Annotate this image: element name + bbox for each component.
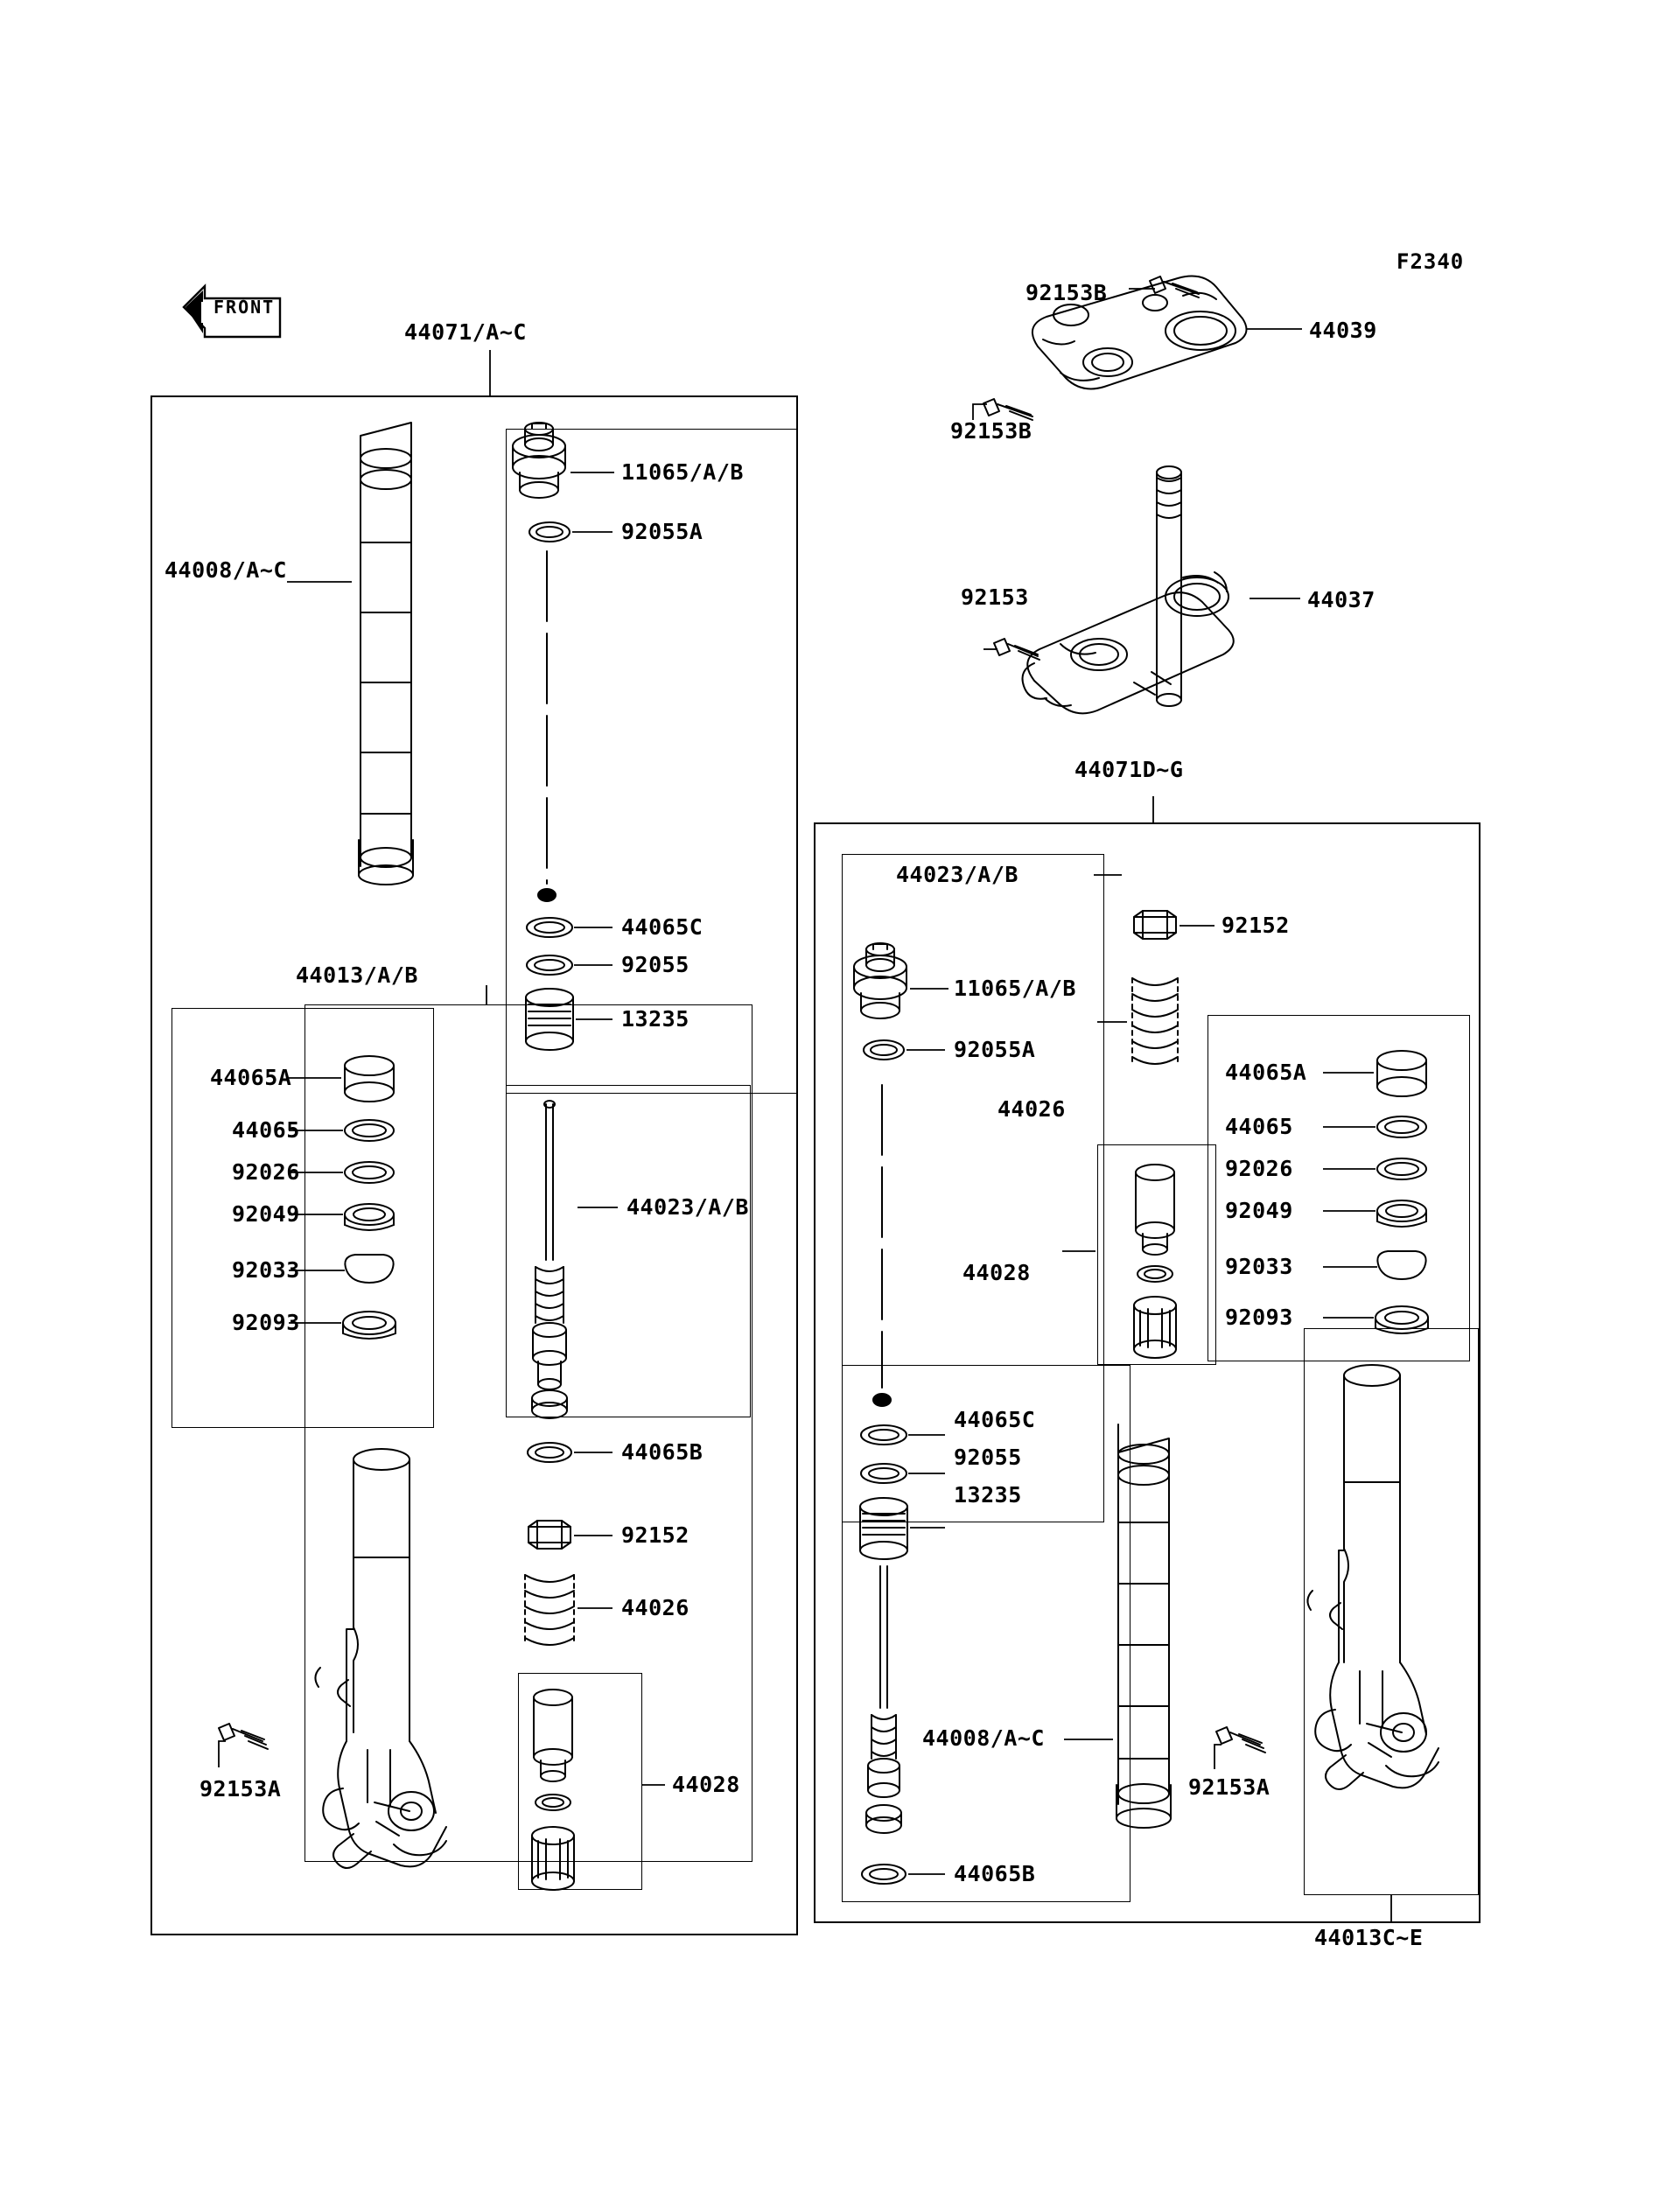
front-label: FRONT — [214, 297, 276, 318]
label-44026-spring-right: 44026 — [998, 1096, 1066, 1122]
label-44039-upper-clamp: 44039 — [1309, 318, 1377, 343]
label-92153A-left: 92153A — [200, 1776, 282, 1802]
label-44023-damper-left: 44023/A/B — [626, 1194, 749, 1220]
label-92152-left: 92152 — [621, 1522, 690, 1548]
label-92153B-upper: 92153B — [1026, 280, 1108, 305]
subgroup-box-left-damper-rod — [506, 1085, 751, 1417]
subgroup-box-left-piston — [518, 1673, 642, 1890]
front-direction-marker — [182, 276, 287, 344]
label-44065B-left: 44065B — [621, 1439, 704, 1465]
label-92049-left: 92049 — [232, 1201, 300, 1227]
label-92153: 92153 — [961, 584, 1029, 610]
label-44071-group-right: 44071D~G — [1074, 757, 1184, 782]
label-44028-piston-left: 44028 — [672, 1772, 740, 1797]
label-92026-right: 92026 — [1225, 1156, 1293, 1181]
label-92026-left: 92026 — [232, 1159, 300, 1185]
label-44065C-left: 44065C — [621, 914, 704, 940]
label-92033-left: 92033 — [232, 1257, 300, 1283]
label-92153A-right: 92153A — [1188, 1774, 1270, 1800]
label-44008-outer-tube-right: 44008/A~C — [922, 1725, 1045, 1751]
label-44037-lower-clamp: 44037 — [1307, 587, 1376, 612]
label-44028-piston-right: 44028 — [962, 1260, 1031, 1285]
label-13235-left: 13235 — [621, 1006, 690, 1032]
label-92152-right: 92152 — [1222, 913, 1290, 938]
label-44008-outer-tube-left: 44008/A~C — [164, 557, 287, 583]
figure-id: F2340 — [1396, 249, 1465, 274]
subgroup-box-right-piston — [1097, 1144, 1216, 1365]
label-92049-right: 92049 — [1225, 1198, 1293, 1223]
label-92093-right: 92093 — [1225, 1305, 1293, 1330]
label-92093-left: 92093 — [232, 1310, 300, 1335]
label-44065-right: 44065 — [1225, 1114, 1293, 1139]
label-92055A-oring-right: 92055A — [954, 1037, 1036, 1062]
label-92055-left: 92055 — [621, 952, 690, 977]
subgroup-box-right-lower-leg — [1304, 1328, 1479, 1895]
label-44065A-right: 44065A — [1225, 1060, 1307, 1085]
label-44013CE-right: 44013C~E — [1314, 1925, 1424, 1950]
label-44071-group-left: 44071/A~C — [404, 319, 527, 345]
label-44065A-left: 44065A — [210, 1065, 292, 1090]
label-13235-right: 13235 — [954, 1482, 1022, 1508]
label-44023-damper-right: 44023/A/B — [896, 862, 1018, 887]
label-44065-left: 44065 — [232, 1117, 300, 1143]
label-11065-cap-left: 11065/A/B — [621, 459, 744, 485]
label-44065B-right: 44065B — [954, 1861, 1036, 1886]
label-44065C-right: 44065C — [954, 1407, 1036, 1432]
label-44026-spring-left: 44026 — [621, 1595, 690, 1620]
label-92153B-lower: 92153B — [950, 418, 1032, 444]
label-92055-right: 92055 — [954, 1445, 1022, 1470]
label-92033-right: 92033 — [1225, 1254, 1293, 1279]
label-92055A-oring-left: 92055A — [621, 519, 704, 544]
label-11065-cap-right: 11065/A/B — [954, 976, 1076, 1001]
label-44013-leg-left: 44013/A/B — [296, 962, 418, 988]
